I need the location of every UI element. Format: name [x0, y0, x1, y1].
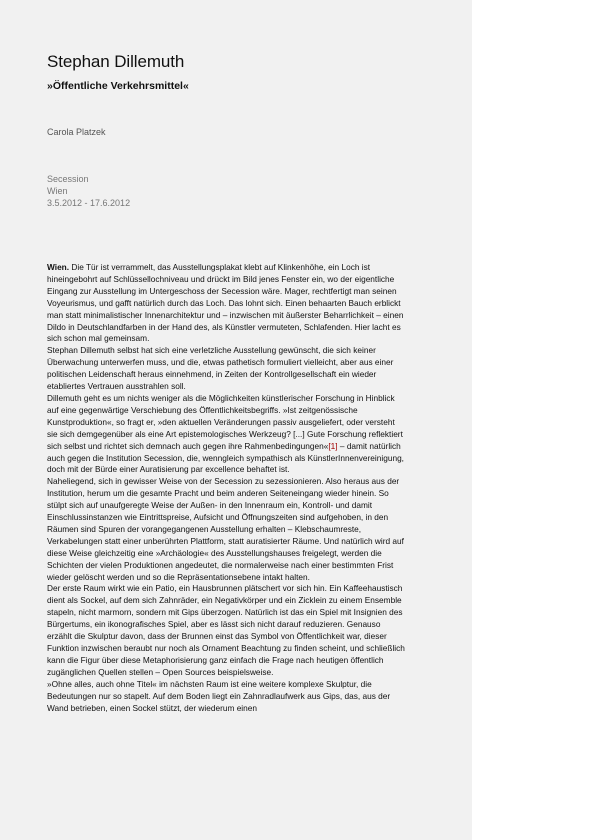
paragraph-6: »Ohne alles, auch ohne Titel« im nächsten Raum ist eine weitere komplexe Skulptur, die Bedeutungen nur so stapelt. Auf dem Boden liegt ein Zahnradlaufwerk aus Gips, das, aus der Wand betrieben, einen Sockel stützt, der wiederum einen [47, 678, 391, 713]
paragraph-1: Wien. Die Tür ist verrammelt, das Ausstellungsplakat klebt auf Klinkenhöhe, ein Loch ist hineingebohrt auf Schlüssellochniveau und drückt im Bild jenes Fenster ein, wo der eigentliche Eingang zur Ausstellung im Untergeschoss der Secession wäre. Mager, rechtfertigt man seinen Voyeurismus, und gafft natürlich durch das Loch. Das lohnt sich. Einen behaarten Bauch erblickt man statt minimalistischer Innenarchitektur und – inzwischen mit äußerster Beharrlichkeit – einen Dildo in Deutschlandfarben in der Hand des, als Künstler vermuteten, Schlafenden. Hier lacht es sich schon mal gemeinsam. [47, 262, 404, 344]
venue-info [47, 173, 130, 209]
footnote-link-1[interactable]: [1] [328, 440, 338, 451]
dateline: Wien. [47, 262, 70, 272]
venue-institution: Secession [47, 174, 89, 184]
paragraph-5: Der erste Raum wirkt wie ein Patio, ein Hausbrunnen plätschert vor sich hin. Ein Kaffeehaustisch dient als Sockel, auf dem sich Zahnräder, ein Negativkörper und ein Zicklein zu einem Ensemble stapeln, nicht marmorn, sondern mit Gips überzogen. Natürlich ist das ein Spiel mit Insignien des Bürgertums, ein ikonografisches Spiel, aber es lässt sich nicht darauf reduzieren. Genauso erzählt die Skulptur davon, dass der Brunnen einst das Symbol von Öffentlichkeit war, dieser Funktion inzwischen beraubt nur noch als Ornament Beachtung zu finden scheint, und schließlich kann die Figur über diese Metaphorisierung ganz einfach die Frage nach heutigen öffentlich zugänglichen Quellen stellen – Open Sources beispielsweise. [47, 583, 405, 677]
venue-city: Wien [47, 186, 68, 196]
author-name: Carola Platzek [47, 127, 106, 137]
paragraph-3: Dillemuth geht es um nichts weniger als die Möglichkeiten künstlerischer Forschung in Hinblick auf eine gegenwärtige Verschiebung des Öffentlichkeitsbegriffs. »Ist zeitgenössische Kunstproduktion«, so fragt er, »den aktuellen Veränderungen passiv ausgeliefert, oder versteht sie sich demgegenüber als eine Art epistemologisches Werkzeug? [...] Gute Forschung reflektiert sich selbst und richtet sich demnach auch gegen ihre Rahmenbedingungen«[1] – damit natürlich auch gegen die Institution Secession, die, wenngleich sympathisch als KünstlerInnenvereinigung, doch mit der Bürde einer Auratisierung par excellence behaftet ist. [47, 392, 404, 475]
article-body [47, 262, 407, 714]
paragraph-2: Stephan Dillemuth selbst hat sich eine verletzliche Ausstellung gewünscht, die sich keiner Überwachung unterwerfen muss, und die, etwas pathetisch formuliert vielleicht, aber aus einer politischen Leidenschaft heraus einnehmend, in Zeiten der Kontrollgesellschaft ein wieder etabliertes Vertrauen ausstrahlen soll. [47, 345, 394, 392]
page-title: Stephan Dillemuth [47, 52, 185, 71]
paragraph-4: Naheliegend, sich in gewisser Weise von der Secession zu sezessionieren. Also heraus aus der Institution, herum um die gesamte Pracht und beim anderen Seiteneingang wieder hinein. So stülpt sich auf unaufgeregte Weise der Außen- in den Innenraum ein, Kontroll- und damit Einschlussinstanzen wie Eintrittspreise, Aufsicht und Öffnungszeiten sind aufgehoben, in den Räumen sind Spuren der vorangegangenen Ausstellung erhalten – Klebschaumreste, Verkabelungen statt einer unberührten Plattform, statt auratisierter Räume. Und natürlich wird auf diese Weise gleichzeitig eine »Archäologie« des Ausstellungshauses freigelegt, werden die Schichten der vielen Produktionen angedeutet, die normalerweise nach einer bestimmten Frist wieder gelöscht werden und so die Repräsentationsebene intakt halten. [47, 476, 404, 582]
exhibition-title: »Öffentliche Verkehrsmittel« [47, 80, 189, 92]
venue-dates: 3.5.2012 - 17.6.2012 [47, 198, 131, 208]
